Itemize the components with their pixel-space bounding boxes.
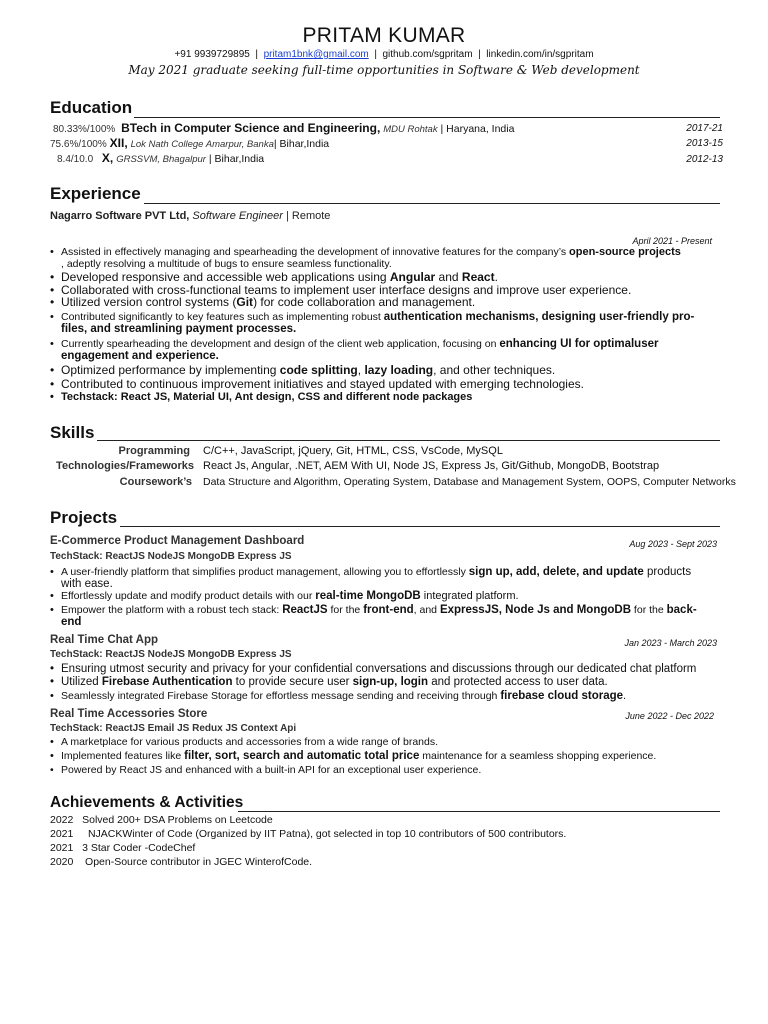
project-dates: Jan 2023 - March 2023 [624,638,717,648]
bullet-icon: • [50,363,55,377]
bullet-emphasis: back- [666,604,697,616]
linkedin-link[interactable]: linkedin.com/in/sgpritam [486,49,594,60]
github-link[interactable]: github.com/sgpritam [382,49,473,60]
bullet-text: Optimized performance by implementing [61,363,280,377]
grade: 8.4/10.0 [57,154,94,165]
list-item [50,296,475,308]
skill-label: Technologies/Frameworks [56,460,194,472]
place: | Bihar,India [273,138,330,150]
bullet-text: to provide secure user [232,676,353,688]
school: GRSSVM, Bhagalpur [116,154,206,165]
bullet-emphasis: Firebase Authentication [101,676,233,688]
bullet-icon: • [50,676,55,688]
bullet-text: Utilized [61,676,102,688]
job-dates: April 2021 - Present [632,236,712,246]
bullet-text: Effortlessly update and modify product details with our [61,590,316,602]
project-dates: June 2022 - Dec 2022 [625,711,714,721]
bullet-icon: • [50,283,55,297]
list-item [50,566,691,578]
bullet-icon: • [50,764,54,776]
achievement-item [50,828,566,840]
bullet-text: A user-friendly platform that simplifies product management, allowing you to effortlessly [61,566,469,578]
school: MDU Rohtak [383,124,438,135]
separator: | [255,49,258,60]
bullet-icon: • [50,690,54,702]
bullet-icon: • [50,391,54,403]
list-item-continued: with ease. [61,578,113,590]
bullet-icon: • [50,604,54,616]
bullet-text: Powered by React JS and enhanced with a built-in API for an exceptional user experience. [61,764,482,776]
section-rule [238,811,720,812]
list-item [50,378,584,390]
list-item [50,736,438,748]
education-entry [57,151,264,165]
achievement-year: 2021 [50,842,74,854]
list-item-continued: , adeptly resolving a multitude of bugs to ensure seamless functionality. [61,258,392,270]
bullet-icon: • [50,311,54,323]
bullet-icon: • [50,566,54,578]
bullet-emphasis: sign up, add, delete, and update [468,566,644,578]
list-item [50,391,472,403]
achievement-year: 2020 [50,856,74,868]
bullet-emphasis: sign-up, login [352,676,429,688]
bullet-emphasis: React [461,270,495,284]
bullet-text: integrated platform. [420,590,519,602]
phone: +91 9939729895 [174,49,250,60]
achievement-year: 2021 [50,828,74,840]
bullet-text: and protected access to user data. [428,676,608,688]
list-item-continued: engagement and experience. [61,350,219,362]
list-item [50,590,519,602]
list-item [50,271,498,283]
section-rule [97,440,720,441]
bullet-text: Contributed significantly to key features such as implementing robust [61,311,384,323]
place: | Haryana, India [440,123,515,135]
achievement-text: 3 Star Coder -CodeChef [82,842,196,854]
bullet-text: Assisted in effectively managing and spearheading the development of innovative features for the company’s [61,246,570,258]
email-link[interactable]: pritam1bnk@gmail.com [263,49,369,60]
bullet-text: products [643,566,692,578]
bullet-icon: • [50,246,54,258]
project-title: Real Time Accessories Store [50,708,208,720]
achievement-item [50,856,312,868]
bullet-text: . [494,270,498,284]
bullet-icon: • [50,736,54,748]
project-title: E-Commerce Product Management Dashboard [50,535,305,547]
bullet-text: for the [631,604,667,616]
section-title-achievements: Achievements & Activities [50,794,244,811]
degree: BTech in Computer Science and Engineering, [121,121,381,135]
objective: May 2021 graduate seeking full-time opportunities in Software & Web development [128,63,640,77]
list-item [50,311,694,323]
bullet-text: A marketplace for various products and accessories from a wide range of brands. [61,736,439,748]
bullet-text: , and [413,604,440,616]
bullet-emphasis: enhancing UI for optimaluser [499,338,659,350]
bullet-icon: • [50,295,55,309]
bullet-text: , and other techniques. [433,363,556,377]
separator: | [478,49,481,60]
bullet-emphasis: Git [236,295,254,309]
bullet-text: ) for code collaboration and management. [253,295,476,309]
section-title-projects: Projects [50,508,118,527]
bullet-text: Utilized version control systems ( [61,295,237,309]
bullet-emphasis: filter, sort, search and automatic total price [184,750,420,762]
skill-label: Coursework’s [119,476,192,488]
bullet-emphasis: firebase cloud storage [500,690,624,702]
education-years: 2013-15 [686,138,723,149]
list-item [50,690,626,702]
section-rule [144,203,720,204]
bullet-icon: • [50,590,54,602]
grade: 75.6%/100% [50,139,107,150]
education-years: 2012-13 [686,154,723,165]
bullet-text: Empower the platform with a robust tech stack: [61,604,283,616]
grade: 80.33%/100% [53,124,116,135]
bullet-icon: • [50,750,54,762]
bullet-icon: • [50,663,55,675]
project-title: Real Time Chat App [50,634,158,646]
bullet-text: Developed responsive and accessible web applications using [61,270,390,284]
bullet-icon: • [50,338,54,350]
company-line [50,210,330,222]
bullet-emphasis: authentication mechanisms, designing user-friendly pro- [383,311,695,323]
list-item [50,604,697,616]
list-item [50,663,696,675]
list-item [50,764,481,776]
achievement-item [50,842,195,854]
bullet-text: Currently spearheading the development and design of the client web application, focusing on [61,338,500,350]
achievement-year: 2022 [50,814,74,826]
company-name: Nagarro Software PVT Ltd, [50,210,190,222]
skill-value: React Js, Angular, .NET, AEM With UI, Node JS, Express Js, Git/Github, MongoDB, Bootstrap [203,460,660,472]
bullet-emphasis: lazy loading [364,363,434,377]
skill-value: Data Structure and Algorithm, Operating System, Database and Management System, OOPS, Computer Networks [203,476,736,488]
bullet-text: Implemented features like [61,750,185,762]
contact-line [0,49,768,60]
bullet-emphasis: code splitting [279,363,358,377]
list-item [50,750,656,762]
list-item [50,246,681,258]
list-item-continued: files, and streamlining payment processes. [61,323,297,335]
achievement-text: Solved 200+ DSA Problems on Leetcode [82,814,273,826]
list-item [50,338,658,350]
achievement-text: NJACKWinter of Code (Organized by IIT Patna), got selected in top 10 contributors of 500 contributors. [87,828,567,840]
section-title-skills: Skills [50,423,95,442]
section-rule [120,526,720,527]
job-role: Software Engineer [192,210,283,222]
bullet-emphasis: open-source projects [569,246,681,258]
section-title-education: Education [50,98,133,117]
achievement-item [50,814,273,826]
place: | Bihar,India [208,153,265,165]
school: Lok Nath College Amarpur, Banka [130,139,274,150]
bullet-emphasis: ReactJS [282,604,328,616]
bullet-text: for the [327,604,364,616]
bullet-text: Ensuring utmost security and privacy for your confidential conversations and discussions through our dedicated chat platform [61,663,697,675]
project-techstack: TechStack: ReactJS NodeJS MongoDB Express JS [50,649,292,660]
section-title-experience: Experience [50,184,141,203]
bullet-text: and [435,270,462,284]
bullet-emphasis: front-end [363,604,414,616]
bullet-icon: • [50,377,55,391]
list-item-continued: end [61,616,82,628]
education-entry [53,121,514,135]
bullet-text: , [357,363,365,377]
bullet-text: . [623,690,627,702]
list-item [50,364,555,376]
separator: | [374,49,377,60]
bullet-text: Techstack: React JS, Material UI, Ant design, CSS and different node packages [61,391,473,403]
project-techstack: TechStack: ReactJS Email JS Redux JS Context Api [50,723,297,734]
bullet-emphasis: real-time MongoDB [315,590,421,602]
section-rule [134,117,720,118]
job-location: | Remote [285,210,331,222]
bullet-emphasis: ExpressJS, Node Js and MongoDB [439,604,632,616]
skill-value: C/C++, JavaScript, jQuery, Git, HTML, CSS, VsCode, MySQL [203,445,503,457]
bullet-icon: • [50,270,55,284]
bullet-text: Contributed to continuous improvement initiatives and stayed updated with emerging technologies. [61,377,584,391]
education-years: 2017-21 [686,123,723,134]
achievement-text: Open-Source contributor in JGEC WinterofCode. [85,856,313,868]
resume-name: PRITAM KUMAR [302,24,466,47]
education-entry [50,136,329,150]
project-dates: Aug 2023 - Sept 2023 [629,539,717,549]
bullet-text: maintenance for a seamless shopping experience. [419,750,657,762]
list-item [50,676,608,688]
bullet-text: Seamlessly integrated Firebase Storage for effortless message sending and receiving through [61,690,501,702]
degree: X, [101,151,114,165]
bullet-text: Collaborated with cross-functional teams to implement user interface designs and improve user experience. [61,283,632,297]
project-techstack: TechStack: ReactJS NodeJS MongoDB Express JS [50,551,292,562]
bullet-emphasis: Angular [389,270,436,284]
skill-label: Programming [118,445,190,457]
degree: XII, [109,136,128,150]
